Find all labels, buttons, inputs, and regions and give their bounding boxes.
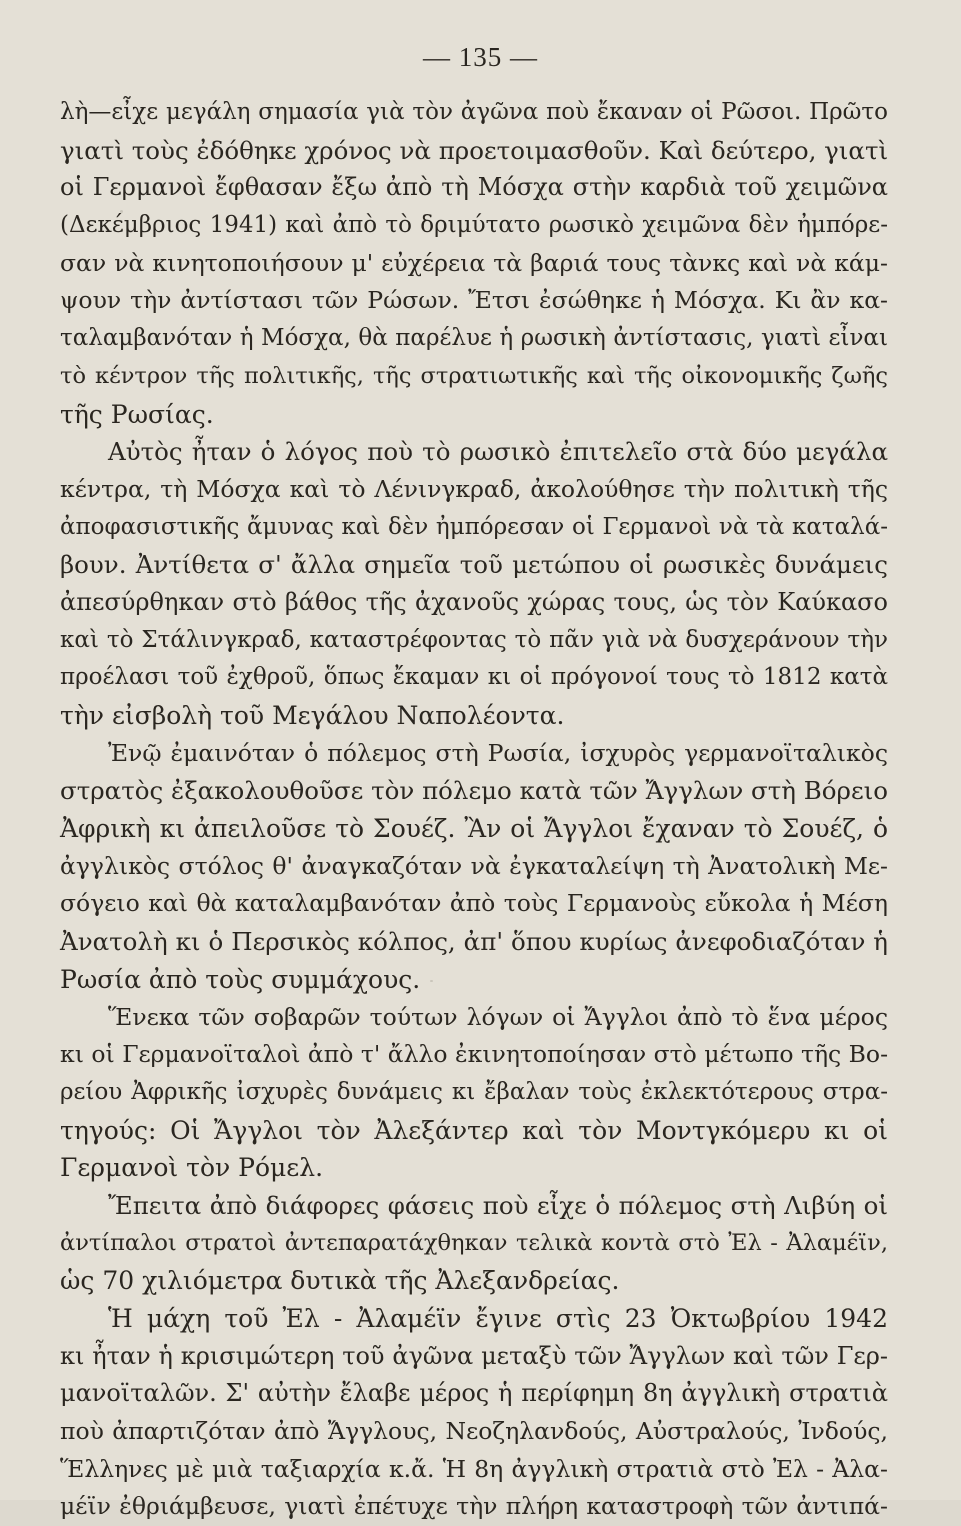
text-line: στρατὸς ἐξακολουθοῦσε τὸν πόλεμο κατὰ τῶν Ἄγγλων στὴ Βόρειο (60, 776, 888, 806)
text-line: Ἔπειτα ἀπὸ διάφορες φάσεις ποὺ εἶχε ὁ πόλεμος στὴ Λιβύη οἱ (108, 1190, 888, 1220)
text-line: κέντρα, τὴ Μόσχα καὶ τὸ Λένινγκραδ, ἀκολούθησε τὴν πολιτικὴ τῆς (60, 474, 888, 503)
text-line: ἀπεσύρθηκαν στὸ βάθος τῆς ἀχανοῦς χώρας τους, ὡς τὸν Καύκασο (60, 587, 888, 616)
text-line: Ἐνῷ ἐμαινόταν ὁ πόλεμος στὴ Ρωσία, ἰσχυρὸς γερμανοϊταλικὸς (108, 738, 888, 767)
text-line: Γερμανοὶ τὸν Ρόμελ. (60, 1153, 324, 1183)
text-line: λὴ—εἶχε μεγάλη σημασία γιὰ τὸν ἀγῶνα ποὺ ἔκαναν οἱ Ρῶσοι. Πρῶτο (60, 99, 888, 125)
text-line: βουν. Ἀντίθετα σ' ἄλλα σημεῖα τοῦ μετώπου οἱ ρωσικὲς δυνάμεις (60, 550, 888, 580)
text-line: ταλαμβανόταν ἡ Μόσχα, θὰ παρέλυε ἡ ρωσικὴ ἀντίστασις, γιατὶ εἶναι (60, 325, 888, 352)
text-line: ἀποφασιστικῆς ἄμυνας καὶ δὲν ἠμπόρεσαν οἱ Γερμανοὶ νὰ τὰ καταλά- (60, 513, 888, 540)
page-number: — 135 — (423, 42, 538, 72)
text-line: ὡς 70 χιλιόμετρα δυτικὰ τῆς Ἀλεξανδρείας. (60, 1266, 620, 1296)
paper-speck (430, 980, 433, 982)
paper-speck (860, 1320, 862, 1323)
paper-speck (700, 520, 702, 522)
text-line: ἀντίπαλοι στρατοὶ ἀντεπαρατάχθηκαν τελικὰ κοντὰ στὸ Ἐλ - Ἀλαμέϊν, (60, 1229, 888, 1256)
paper-speck (120, 210, 123, 213)
text-line: (Δεκέμβριος 1941) καὶ ἀπὸ τὸ δριμύτατο ρωσικὸ χειμῶνα δὲν ἠμπόρε- (60, 212, 888, 239)
text-line: οἱ Γερμανοὶ ἔφθασαν ἔξω ἀπὸ τὴ Μόσχα στὴν καρδιὰ τοῦ χειμῶνα (60, 173, 888, 202)
text-line: ποὺ ἀπαρτιζόταν ἀπὸ Ἄγγλους, Νεοζηλανδούς, Αὐστραλούς, Ἰνδούς, (60, 1417, 888, 1446)
text-line: προέλασι τοῦ ἐχθροῦ, ὅπως ἔκαμαν κι οἱ πρόγονοί τους τὸ 1812 κατὰ (60, 664, 888, 691)
text-line: Ἕλληνες μὲ μιὰ ταξιαρχία κ.ἄ. Ἡ 8η ἀγγλικὴ στρατιὰ στὸ Ἐλ - Ἀλα- (60, 1454, 888, 1483)
text-line: τὸ κέντρον τῆς πολιτικῆς, τῆς στρατιωτικῆς καὶ τῆς οἰκονομικῆς ζωῆς (60, 362, 888, 389)
text-line: ἀγγλικὸς στόλος θ' ἀναγκαζόταν νὰ ἐγκαταλείψη τὴ Ἀνατολικὴ Με- (60, 851, 888, 880)
text-line: ψουν τὴν ἀντίστασι τῶν Ρώσων. Ἔτσι ἐσώθηκε ἡ Μόσχα. Κι ἂν κα- (60, 286, 888, 315)
text-line: μέϊν ἐθριάμβευσε, γιατὶ ἐπέτυχε τὴν πλήρη καταστροφὴ τῶν ἀντιπά- (60, 1492, 888, 1521)
text-line: κι ἦταν ἡ κρισιμώτερη τοῦ ἀγῶνα μεταξὺ τῶν Ἄγγλων καὶ τῶν Γερ- (60, 1341, 888, 1370)
text-line: Αὐτὸς ἦταν ὁ λόγος ποὺ τὸ ρωσικὸ ἐπιτελεῖο στὰ δύο μεγάλα (108, 437, 888, 467)
text-line: μανοϊταλῶν. Σ' αὐτὴν ἔλαβε μέρος ἡ περίφημη 8η ἀγγλικὴ στρατιὰ (60, 1379, 888, 1408)
text-line: τῆς Ρωσίας. (60, 399, 214, 429)
text-line: σαν νὰ κινητοποιήσουν μ' εὐχέρεια τὰ βαριά τους τὰνκς καὶ νὰ κάμ- (60, 248, 888, 277)
text-line: Ἕνεκα τῶν σοβαρῶν τούτων λόγων οἱ Ἄγγλοι ἀπὸ τὸ ἕνα μέρος (108, 1002, 888, 1031)
text-line: Ἡ μάχη τοῦ Ἐλ - Ἀλαμέϊν ἔγινε στὶς 23 Ὀκτωβρίου 1942 (108, 1304, 888, 1333)
text-line: τὴν εἰσβολὴ τοῦ Μεγάλου Ναπολέοντα. (60, 701, 565, 730)
text-line: καὶ τὸ Στάλινγκραδ, καταστρέφοντας τὸ πᾶν γιὰ νὰ δυσχεράνουν τὴν (60, 626, 888, 653)
text-line: σόγειο καὶ θὰ καταλαμβανόταν ἀπὸ τοὺς Γερμανοὺς εὔκολα ἡ Μέση (60, 889, 888, 918)
text-line: κι οἱ Γερμανοϊταλοὶ ἀπὸ τ' ἄλλο ἐκινητοποίησαν στὸ μέτωπο τῆς Βο- (60, 1040, 889, 1069)
body-text (60, 94, 888, 1526)
text-line: Ἀνατολὴ κι ὁ Περσικὸς κόλπος, ἀπ' ὅπου κυρίως ἀνεφοδιαζόταν ἡ (60, 927, 888, 957)
text-line: Ἀφρικὴ κι ἀπειλοῦσε τὸ Σουέζ. Ἂν οἱ Ἄγγλοι ἔχαναν τὸ Σουέζ, ὁ (60, 814, 888, 844)
text-line: ρείου Ἀφρικῆς ἰσχυρὲς δυνάμεις κι ἔβαλαν τοὺς ἐκλεκτότερους στρα- (60, 1078, 888, 1105)
text-line: τηγούς: Οἱ Ἄγγλοι τὸν Ἀλεξάντερ καὶ τὸν Μοντγκόμερυ κι οἱ (60, 1115, 888, 1145)
text-line: γιατὶ τοὺς ἐδόθηκε χρόνος νὰ προετοιμασθοῦν. Καὶ δεύτερο, γιατὶ (60, 135, 889, 165)
text-line: Ρωσία ἀπὸ τοὺς συμμάχους. (60, 964, 421, 994)
